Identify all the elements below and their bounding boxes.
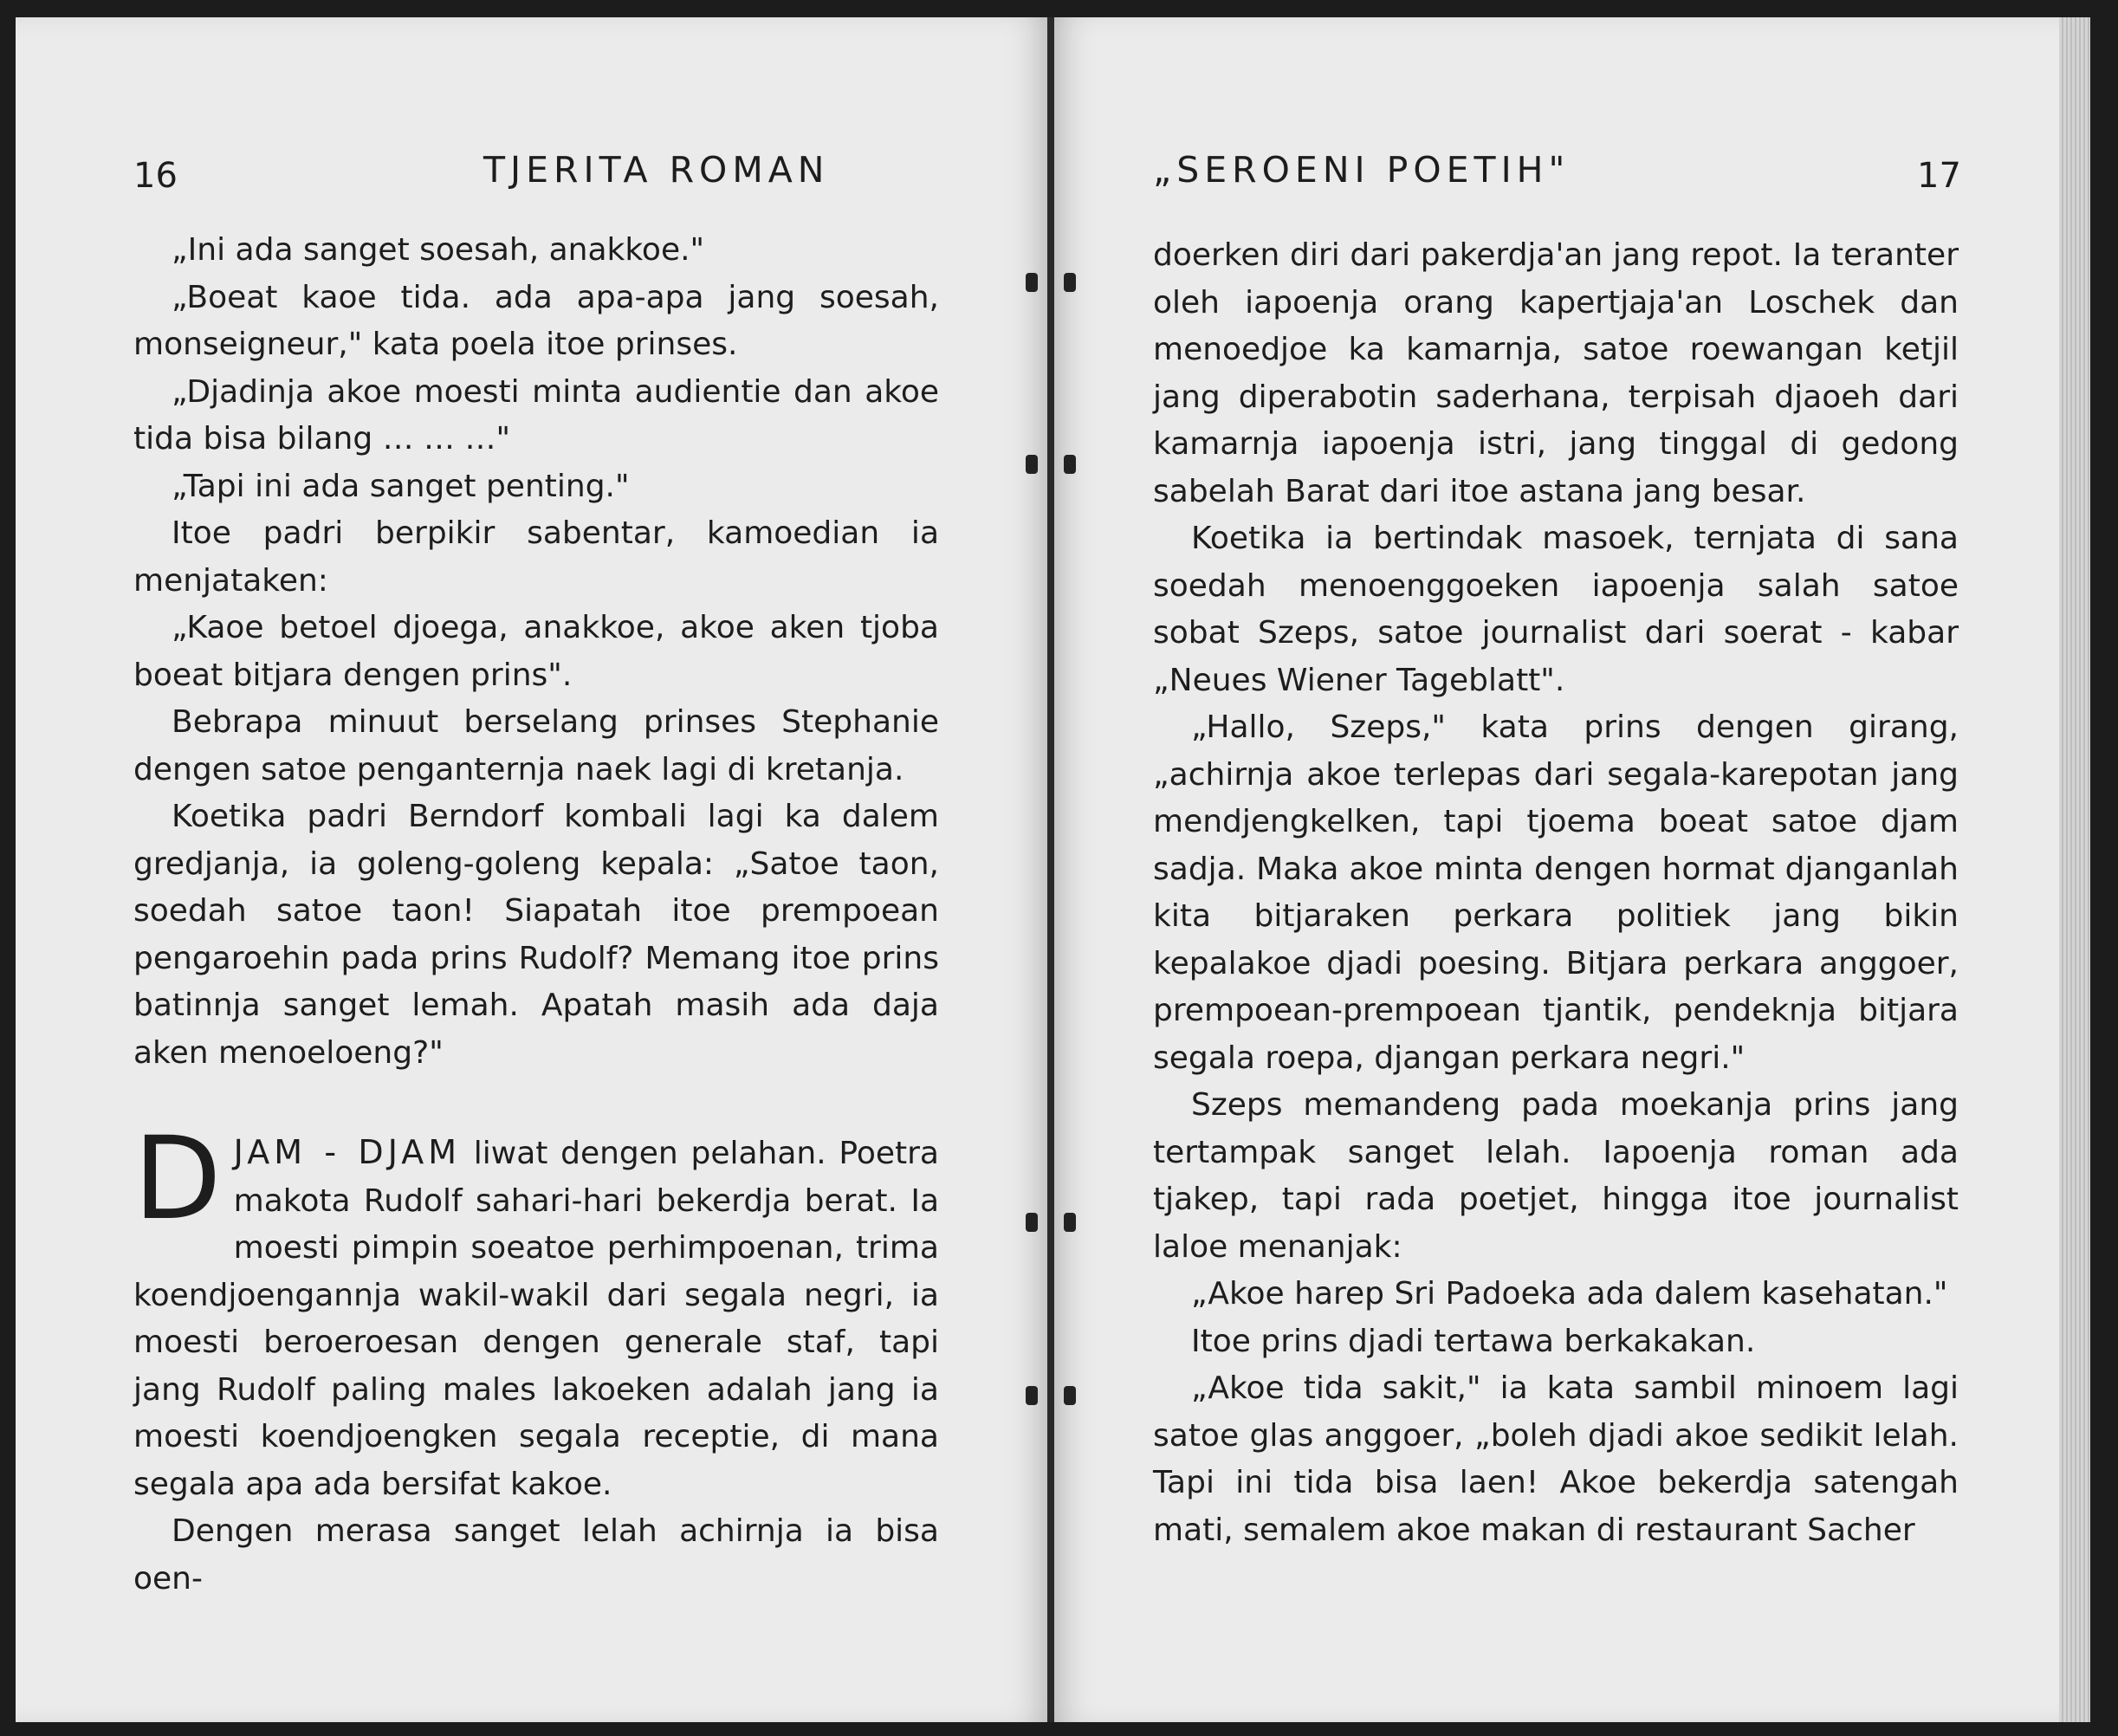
paragraph: „Akoe tida sakit," ia kata sambil minoem lagi satoe glas anggoer, „boleh djadi akoe sedikit lelah. Tapi ini tida bisa laen! Akoe bekerdja satengah mati, semalem akoe makan di restaurant Sacher [1153,1370,1959,1548]
paragraph: Koetika padri Berndorf kombali lagi ka dalem gredjanja, ia goleng-goleng kepala: „Satoe taon, soedah satoe taon! Siapatah itoe prempoean pengaroehin pada prins Rudolf? Memang itoe prins batinnja sanget lemah. Apatah masih ada daja aken menoeloeng?" [133,799,939,1071]
binding-stitch [1026,273,1038,292]
running-head-right: „SEROENI POETIH" [1153,149,1571,191]
paragraph: „Boeat kaoe tida. ada apa-apa jang soesah, monseigneur," kata poela itoe prinses. [133,279,939,362]
paragraph: Itoe prins djadi tertawa berkakakan. [1191,1323,1756,1359]
binding-stitch [1064,455,1076,474]
section-text: liwat dengen pelahan. Poetra makota Rudolf sahari-hari bekerdja berat. Ia moesti pimpin soeatoe perhimpoenan, trima koendjoengannja wakil-wakil dari segala negri, ia moesti beroeroesan dengen generale staf, tapi jang Rudolf paling males lakoeken adalah jang ia moesti koendjoengken segala receptie, di mana segala apa ada bersifat kakoe. [133,1136,939,1502]
binding-stitch [1026,1386,1038,1405]
section-lead: JAM - DJAM [233,1133,462,1171]
page-edge [2059,17,2090,1722]
page-number-right: 17 [1917,156,1961,196]
book-gutter [1047,17,1054,1722]
paragraph: „Tapi ini ada sanget penting." [172,468,630,504]
binding-stitch [1026,455,1038,474]
book-spread [16,17,2090,1722]
binding-stitch [1064,273,1076,292]
paragraph: doerken diri dari pakerdja'an jang repot. Ia teranter oleh iapoenja orang kapertjaja'an Loschek dan menoedjoe ka kamarnja, satoe roewangan ketjil jang diperabotin saderhana, terpisah djaoeh dari kamarnja iapoenja istri, jang tinggal di gedong sabelah Barat dari itoe astana jang besar. [1153,237,1959,509]
paragraph: „Djadinja akoe moesti minta audientie dan akoe tida bisa bilang … … …" [133,373,939,457]
paragraph: Szeps memandeng pada moekanja prins jang tertampak sanget lelah. Iapoenja roman ada tjakep, tapi rada poetjet, hingga itoe journalist laloe menanjak: [1153,1087,1959,1265]
binding-stitch [1064,1213,1076,1232]
paragraph: „Hallo, Szeps," kata prins dengen girang, „achirnja akoe terlepas dari segala-karepotan jang mendjengkelken, tapi tjoema boeat satoe djam sadja. Maka akoe minta dengen hormat djanganlah kita bitjaraken perkara politiek jang bikin kepalakoe djadi poesing. Bitjara perkara anggoer, prempoean-prempoean tjantik, pendeknja bitjara segala roepa, djangan perkara negri." [1153,709,1959,1076]
section-opening [133,1112,939,1508]
paragraph: „Ini ada sanget soesah, anakkoe." [172,232,705,268]
binding-stitch [1026,1213,1038,1232]
left-page [16,17,1051,1722]
paragraph: Koetika ia bertindak masoek, ternjata di sana soedah menoenggoeken iapoenja salah satoe sobat Szeps, satoe journalist dari soerat - kabar „Neues Wiener Tageblatt". [1153,521,1959,698]
binding-stitch [1064,1386,1076,1405]
running-head-left: TJERITA ROMAN [483,149,830,191]
drop-cap: D [133,1112,222,1246]
paragraph: Itoe padri berpikir sabentar, kamoedian ia menjataken: [133,515,939,599]
right-page-text [1153,232,1959,1554]
left-page-text [133,227,939,1603]
paragraph: „Akoe harep Sri Padoeka ada dalem kasehatan." [1191,1276,1948,1312]
page-number-left: 16 [133,156,178,196]
paragraph: „Kaoe betoel djoega, anakkoe, akoe aken tjoba boeat bitjara dengen prins". [133,610,939,693]
paragraph: Dengen merasa sanget lelah achirnja ia bisa oen- [133,1513,939,1597]
paragraph: Bebrapa minuut berselang prinses Stephanie dengen satoe penganternja naek lagi di kretanja. [133,704,939,787]
right-page [1051,17,2090,1722]
